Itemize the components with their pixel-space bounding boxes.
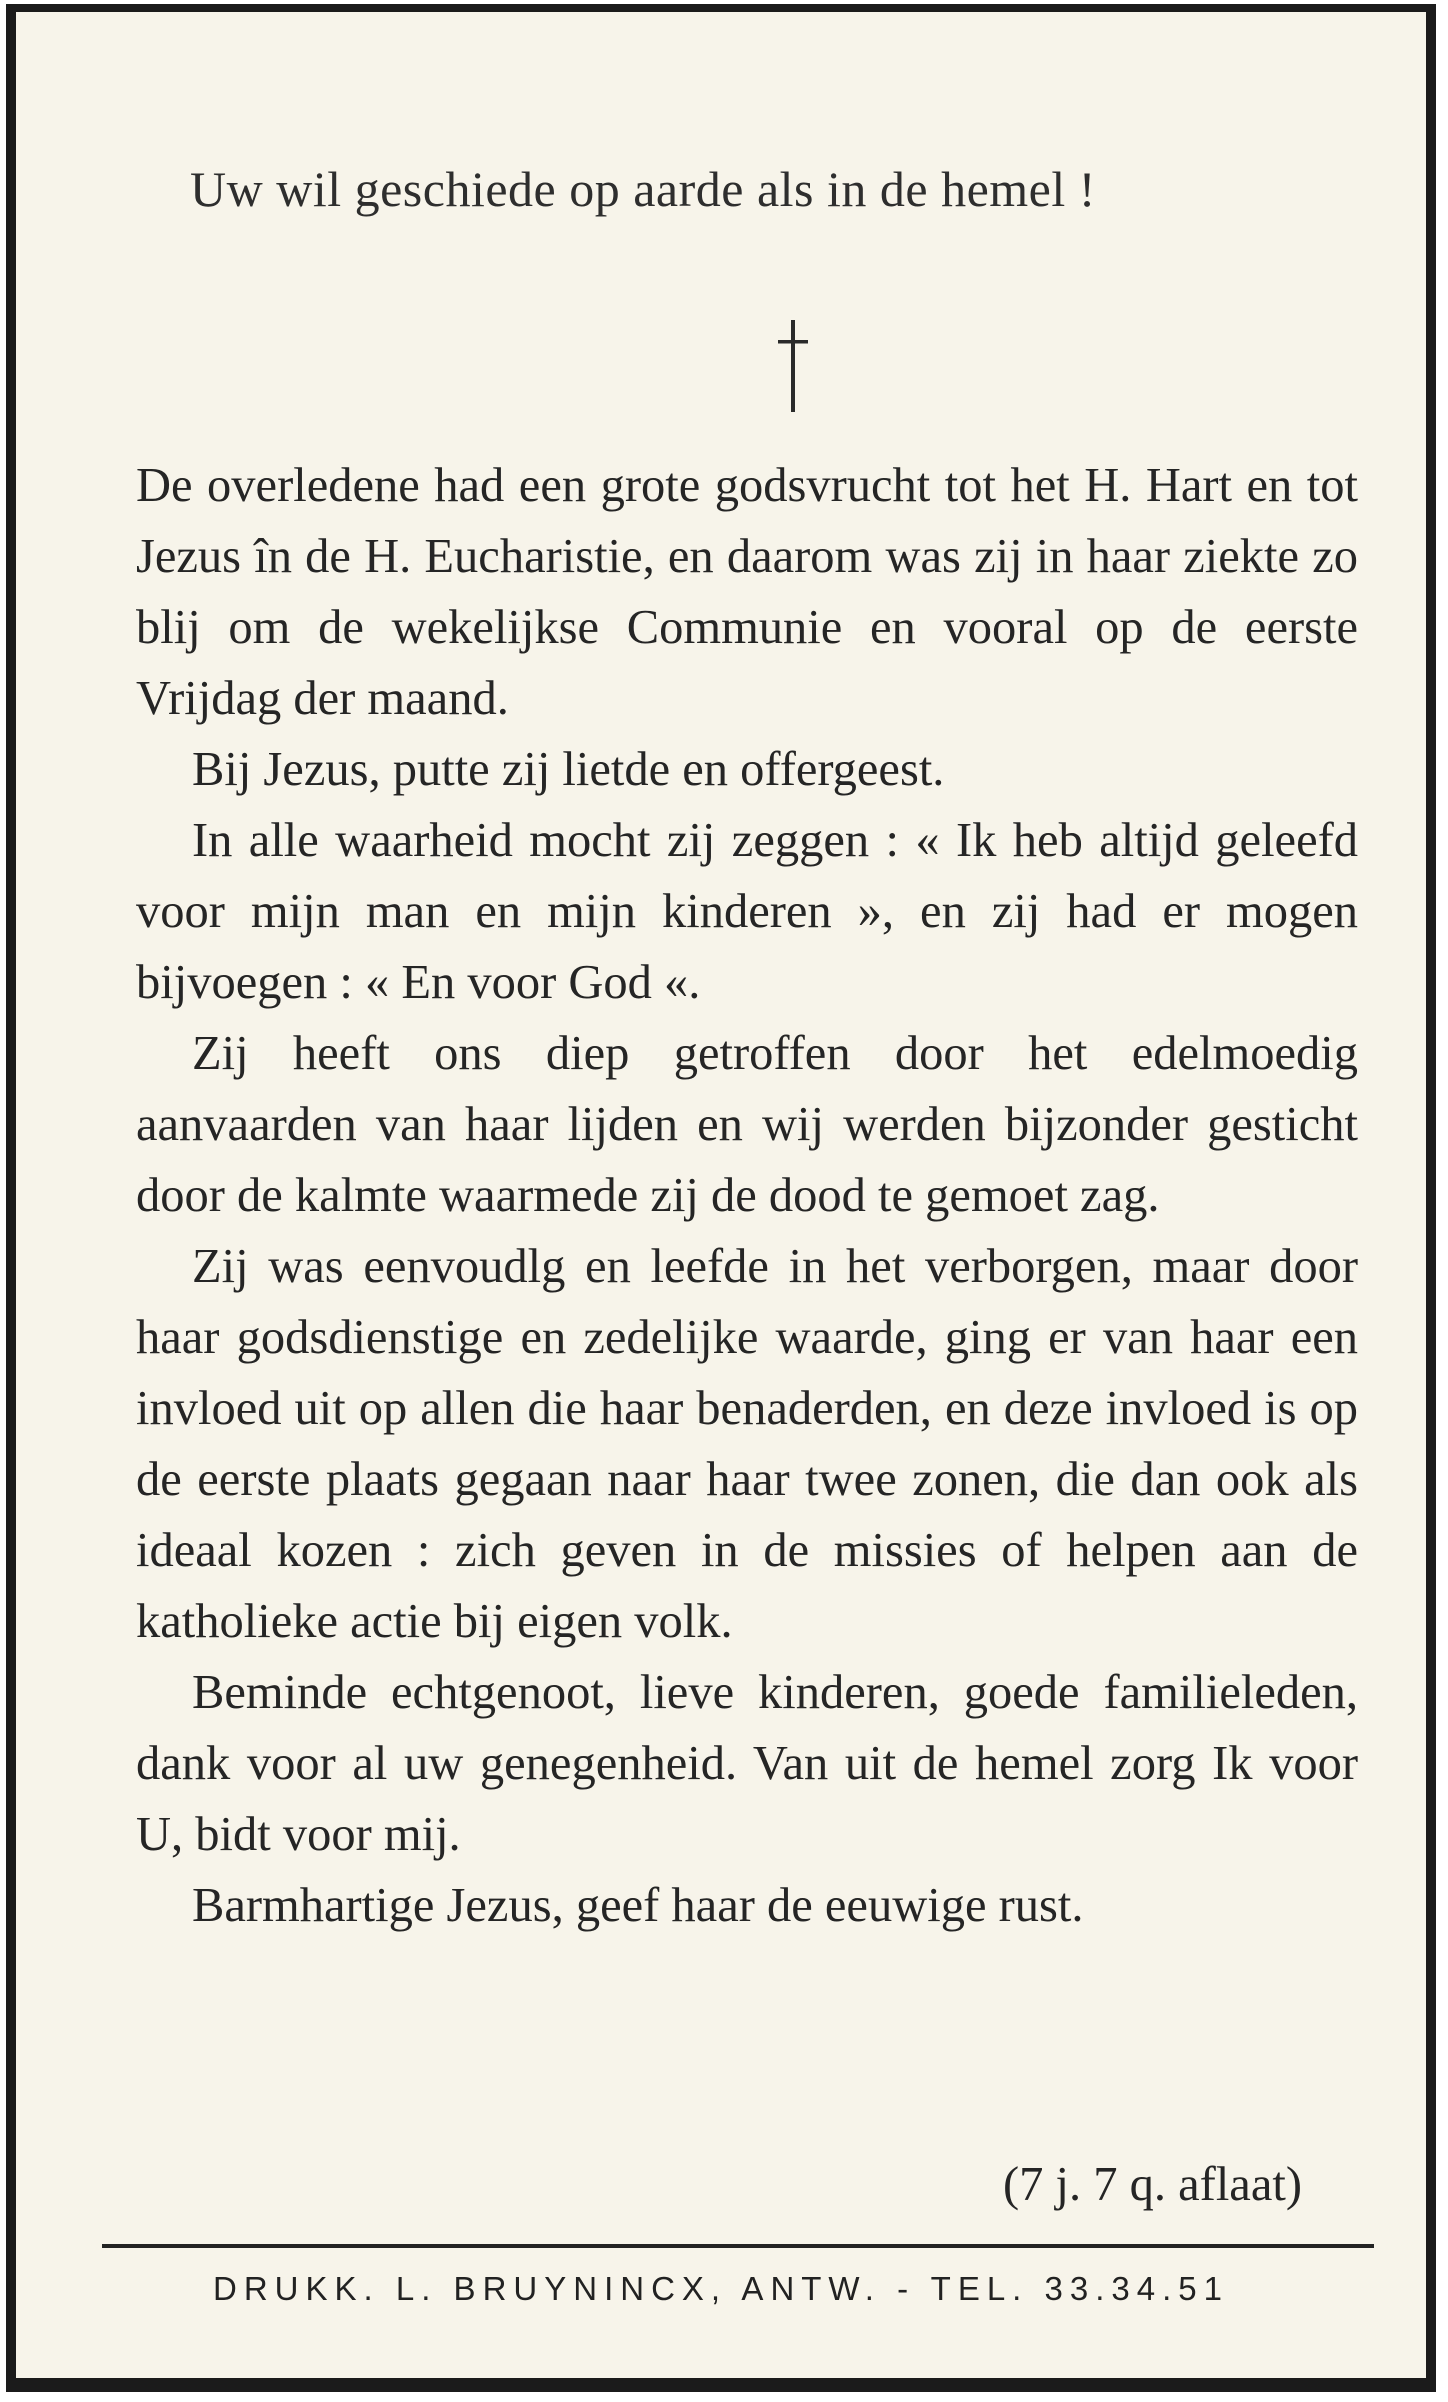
indulgence-note: (7 j. 7 q. aflaat) [1003, 2158, 1302, 2211]
printer-credit: DRUKK. L. BRUYNINCX, ANTW. - TEL. 33.34.51 [213, 2270, 1229, 2307]
paragraph-truth: In alle waarheid mocht zij zeggen : « Ik heb altijd geleefd voor mijn man en mijn kinderen », en zij had er mogen bijvoegen : « En voor God «. [136, 814, 1358, 1009]
cross-icon [772, 320, 814, 412]
paragraph-prayer: Barmhartige Jezus, geef haar de eeuwige rust. [192, 1879, 1084, 1932]
memorial-card [6, 4, 1436, 2392]
paragraph-devotion: De overledene had een grote godsvrucht tot het H. Hart en tot Jezus în de H. Eucharistie, en daarom was zij in haar ziekte zo blij om de wekelijkse Communie en vooral op de eerste Vrijdag der maand. [136, 459, 1358, 725]
paragraph-jesus: Bij Jezus, putte zij lietde en offergeest. [192, 743, 945, 796]
paragraph-suffering: Zij heeft ons diep getroffen door het edelmoedig aanvaarden van haar lijden en wij werden bijzonder gesticht door de kalmte waarmede zij de dood te gemoet zag. [136, 1027, 1358, 1222]
divider [102, 2244, 1374, 2248]
paragraph-farewell: Beminde echtgenoot, lieve kinderen, goede familieleden, dank voor al uw genegenheid. Van uit de hemel zorg Ik voor U, bidt voor mij. [136, 1666, 1358, 1861]
memorial-text [136, 450, 1358, 1941]
paragraph-influence: Zij was eenvoudlg en leefde in het verborgen, maar door haar godsdienstige en zedelijke waarde, ging er van haar een invloed uit op allen die haar benaderden, en deze invloed is op de eerste plaats gegaan naar haar twee zonen, die dan ook als ideaal kozen : zich geven in de missies of helpen aan de katholieke actie bij eigen volk. [136, 1240, 1358, 1648]
motto-prayer-line: Uw wil geschiede op aarde als in de hemel ! [190, 161, 1096, 217]
